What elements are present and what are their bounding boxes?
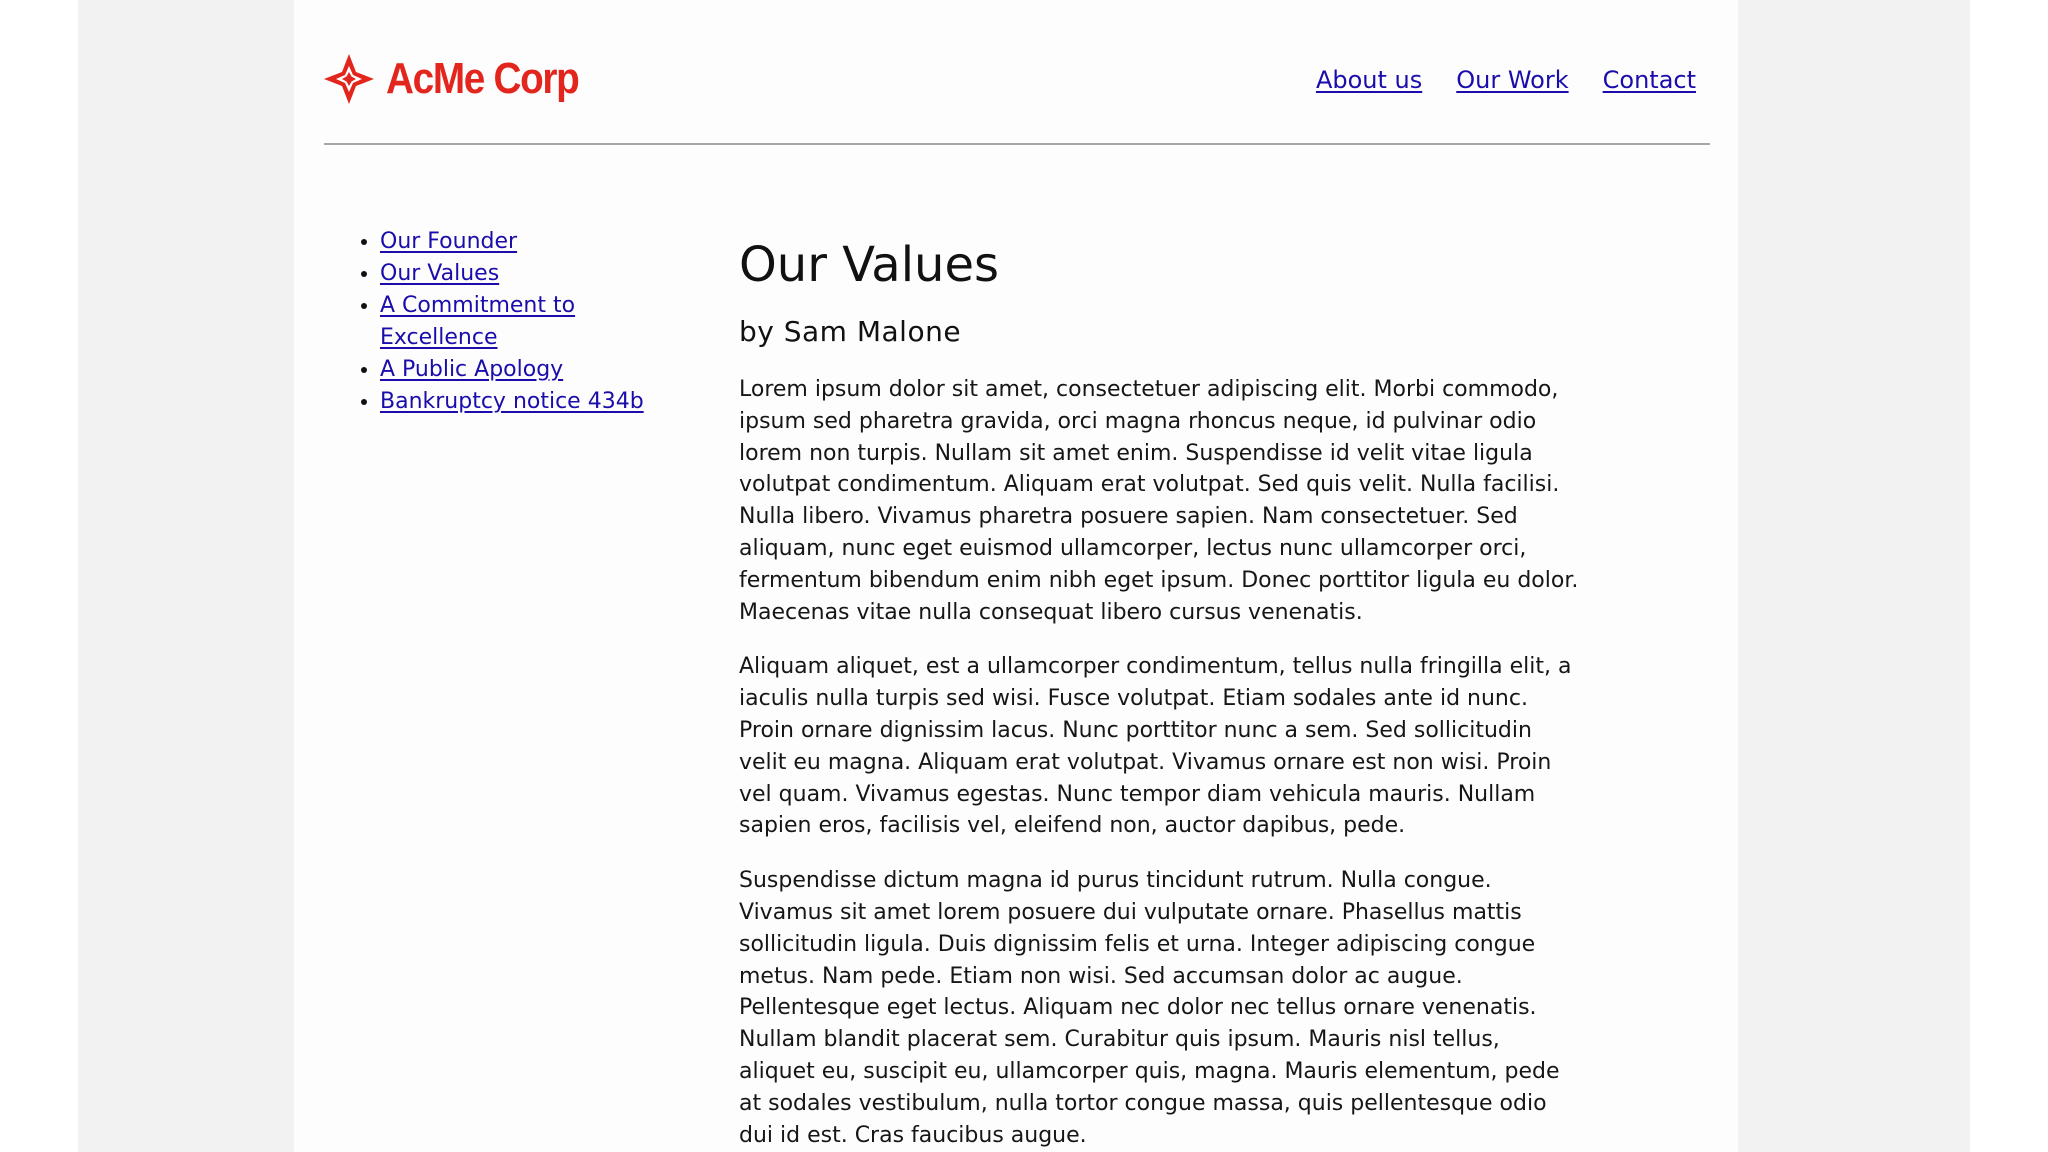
sidebar — [324, 226, 684, 418]
nav-link-our-work[interactable]: Our Work — [1456, 66, 1569, 94]
sidebar-link-our-founder[interactable]: Our Founder — [380, 229, 518, 254]
sidebar-link-commitment-to-excellence[interactable]: A Commitment to Excellence — [380, 293, 576, 350]
article-paragraph-3: Suspendisse dictum magna id purus tincidunt rutrum. Nulla congue. Vivamus sit amet lorem posuere dui vulputate ornare. Phasellus mattis sollicitudin ligula. Duis dignissim felis et urna. Integer adipiscing congue metus. Nam pede. Etiam non wisi. Sed accumsan dolor ac augue. Pellentesque eget lectus. Aliquam nec dolor nec tellus ornare venenatis. Nullam blandit placerat sem. Curabitur quis ipsum. Mauris nisl tellus, aliquet eu, suscipit eu, ullamcorper quis, magna. Mauris elementum, pede at sodales vestibulum, nulla tortor congue massa, quis pellentesque odio dui id est. Cras faucibus augue. — [739, 868, 1560, 1148]
sidebar-link-our-values[interactable]: Our Values — [380, 261, 500, 286]
header-divider — [324, 143, 1710, 145]
page-title: Our Values — [739, 237, 1000, 293]
list-item — [380, 290, 684, 354]
nav-link-contact[interactable]: Contact — [1602, 66, 1696, 94]
window-margin-right — [1970, 0, 2048, 1152]
list-item — [380, 226, 684, 258]
nav-link-about-us[interactable]: About us — [1315, 66, 1423, 94]
article-paragraph-2: Aliquam aliquet, est a ullamcorper condimentum, tellus nulla fringilla elit, a iaculis nulla turpis sed wisi. Fusce volutpat. Etiam sodales ante id nunc. Proin ornare dignissim lacus. Nunc porttitor nunc a sem. Sed sollicitudin velit eu magna. Aliquam erat volutpat. Vivamus ornare est non wisi. Proin vel quam. Vivamus egestas. Nunc tempor diam vehicula mauris. Nullam sapien eros, facilisis vel, eleifend non, auctor dapibus, pede. — [739, 654, 1572, 839]
sidebar-link-public-apology[interactable]: A Public Apology — [380, 357, 564, 382]
diamond-compass-icon — [324, 54, 374, 104]
article-paragraph-1: Lorem ipsum dolor sit amet, consectetuer adipiscing elit. Morbi commodo, ipsum sed pharetra gravida, orci magna rhoncus neque, id pulvinar odio lorem non turpis. Nullam sit amet enim. Suspendisse id velit vitae ligula volutpat condimentum. Aliquam erat volutpat. Sed quis velit. Nulla facilisi. Nulla libero. Vivamus pharetra posuere sapien. Nam consectetuer. Sed aliquam, nunc eget euismod ullamcorper, lectus nunc ullamcorper orci, fermentum bibendum enim nibh eget ipsum. Donec porttitor ligula eu dolor. Maecenas vitae nulla consequat libero cursus venenatis. — [739, 377, 1579, 625]
article-byline: by Sam Malone — [739, 315, 962, 348]
article — [739, 232, 1579, 1151]
sidebar-link-list — [324, 226, 684, 418]
list-item — [380, 258, 684, 290]
list-item — [380, 386, 684, 418]
sidebar-link-bankruptcy-notice[interactable]: Bankruptcy notice 434b — [380, 389, 644, 414]
window-margin-left — [0, 0, 78, 1152]
top-navigation — [1316, 66, 1696, 94]
content-page — [294, 0, 1738, 1152]
list-item — [380, 354, 684, 386]
brand-name: AcMe Corp — [386, 54, 579, 103]
brand-logo-link[interactable] — [324, 54, 605, 104]
